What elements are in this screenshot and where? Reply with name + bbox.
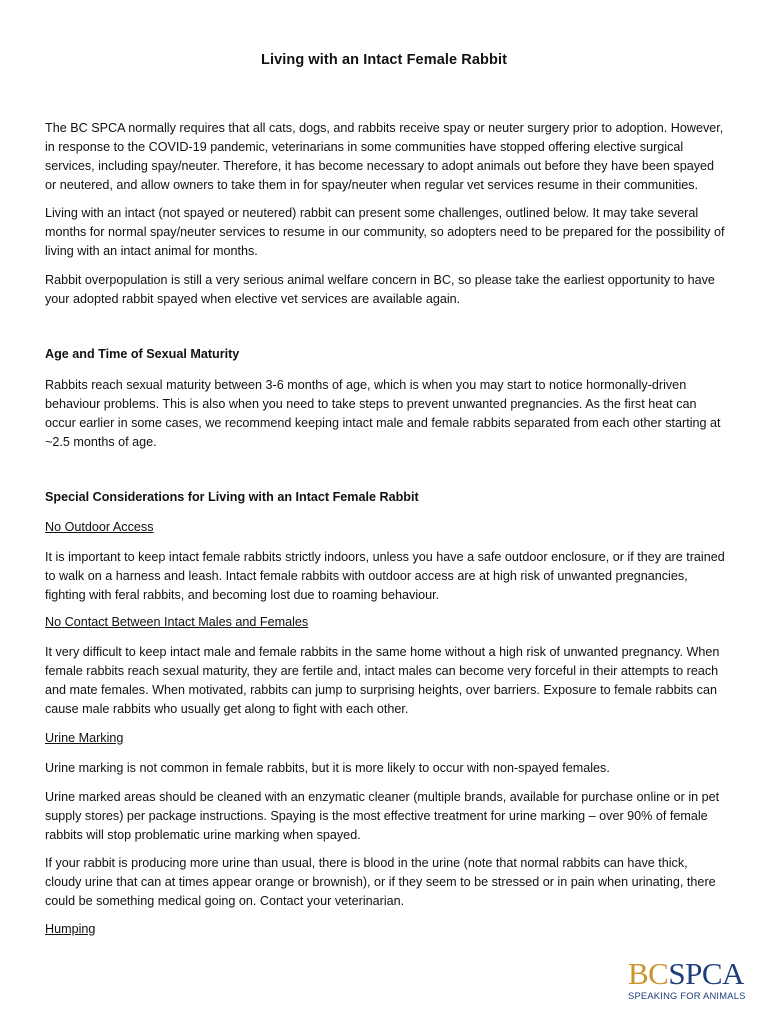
intro-paragraph-2: Living with an intact (not spayed or neutered) rabbit can present some challenges, outlined below. It may take several months for normal spay/neuter services to resume in our community, so adopters need to be prepared for the possibility of living with an intact animal for months. [45,206,725,258]
bcspca-logo-bc: BC [628,956,669,991]
heading-sexual-maturity: Age and Time of Sexual Maturity [45,347,240,361]
document-title: Living with an Intact Female Rabbit [261,52,507,68]
heading-special-considerations: Special Considerations for Living with an Intact Female Rabbit [45,490,419,504]
subheading-humping: Humping [45,922,96,936]
paragraph-urine-marking-1: Urine marking is not common in female rabbits, but it is more likely to occur with non-spayed females. [45,761,610,775]
intro-paragraph-3: Rabbit overpopulation is still a very serious animal welfare concern in BC, so please take the earliest opportunity to have your adopted rabbit spayed when elective vet services are available again. [45,273,715,306]
paragraph-no-contact: It very difficult to keep intact male and female rabbits in the same home without a high risk of unwanted pregnancy. When female rabbits reach sexual maturity, they are fertile and, intact males can become very forceful in their attempts to reach and mate females. When motivated, rabbits can jump to surprising heights, over barriers. Exposure to female rabbits can cause male rabbits who usually get along to fight with each other. [45,645,720,716]
bcspca-logo-wordmark [628,958,748,989]
subheading-no-outdoor-access: No Outdoor Access [45,520,154,534]
paragraph-urine-marking-3: If your rabbit is producing more urine than usual, there is blood in the urine (note that normal rabbits can have thick, cloudy urine that can at times appear orange or brownish), or if they seem to be stressed or in pain when urinating, there could be something medical going on. Contact your veterinarian. [45,856,716,908]
bcspca-logo-tagline: SPEAKING FOR ANIMALS [628,990,746,1001]
bcspca-logo [628,958,748,1008]
bcspca-logo-spca: SPCA [668,956,744,991]
subheading-no-contact: No Contact Between Intact Males and Females [45,615,309,629]
intro-paragraph-1: The BC SPCA normally requires that all cats, dogs, and rabbits receive spay or neuter surgery prior to adoption. However, in response to the COVID-19 pandemic, veterinarians in some communities have stopped offering elective surgical services, including spay/neuter. Therefore, it has become necessary to adopt animals out before they have been spayed or neutered, and allow owners to take them in for spay/neuter when regular vet services resume in their communities. [45,121,724,192]
paragraph-urine-marking-2: Urine marked areas should be cleaned with an enzymatic cleaner (multiple brands, available for purchase online or in pet supply stores) per package instructions. Spaying is the most effective treatment for urine marking – over 90% of female rabbits will stop problematic urine marking when spayed. [45,790,720,842]
paragraph-no-outdoor-access: It is important to keep intact female rabbits strictly indoors, unless you have a safe outdoor enclosure, or if they are trained to walk on a harness and leash. Intact female rabbits with outdoor access are at high risk of unwanted pregnancies, fighting with feral rabbits, and becoming lost due to roaming behaviour. [45,550,725,602]
subheading-urine-marking: Urine Marking [45,731,124,745]
paragraph-sexual-maturity: Rabbits reach sexual maturity between 3-6 months of age, which is when you may start to notice hormonally-driven behaviour problems. This is also when you need to take steps to prevent unwanted pregnancies. As the first heat can occur earlier in some cases, we recommend keeping intact male and female rabbits separated from each other starting at ~2.5 months of age. [45,378,721,449]
